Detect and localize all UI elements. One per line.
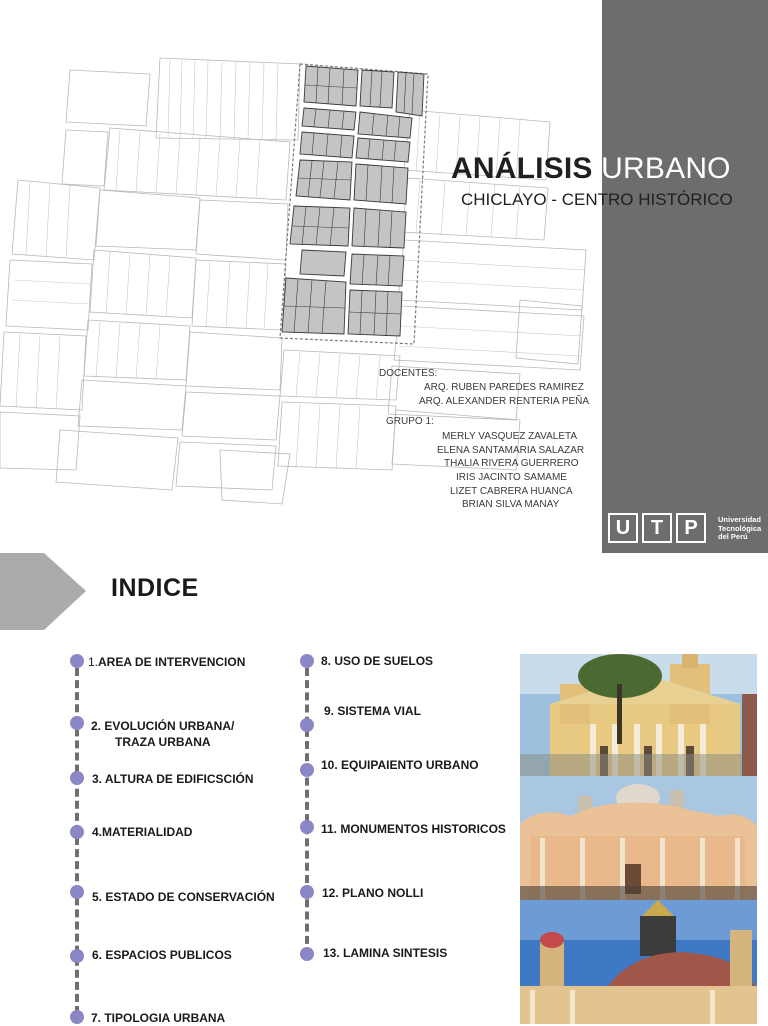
index-item-2[interactable] bbox=[91, 718, 234, 750]
index-item-6[interactable]: 6. ESPACIOS PUBLICOS bbox=[92, 948, 232, 962]
right-timeline-dot bbox=[300, 947, 314, 961]
main-title bbox=[451, 150, 768, 188]
index-item-12[interactable]: 12. PLANO NOLLI bbox=[322, 886, 424, 900]
member-2: ELENA SANTAMARIA SALAZAR bbox=[437, 445, 585, 456]
logo-text bbox=[718, 516, 761, 542]
logo-text-line-1: Universidad bbox=[718, 515, 761, 524]
utp-logo bbox=[608, 511, 766, 547]
left-timeline-dot bbox=[70, 825, 84, 839]
right-timeline-dot bbox=[300, 885, 314, 899]
member-5: LIZET CABRERA HUANCA bbox=[450, 486, 573, 497]
title-panel-background bbox=[602, 0, 768, 553]
logo-letter-p: P bbox=[676, 513, 706, 543]
cathedral-facade-photo bbox=[520, 654, 757, 776]
right-timeline-line bbox=[305, 668, 309, 956]
title-part2: URBANO bbox=[601, 152, 731, 185]
index-item-2-label: 2. EVOLUCIÓN URBANA/ bbox=[91, 719, 235, 733]
logo-letter-u: U bbox=[608, 513, 638, 543]
arrow-shape bbox=[0, 553, 86, 630]
subtitle-part2: ÓRICO bbox=[676, 190, 733, 209]
left-timeline-dot bbox=[70, 716, 84, 730]
right-timeline-dot bbox=[300, 763, 314, 777]
right-timeline-dot bbox=[300, 654, 314, 668]
member-4: IRIS JACINTO SAMAME bbox=[456, 472, 567, 483]
index-item-11[interactable]: 11. MONUMENTOS HISTORICOS bbox=[321, 822, 506, 836]
index-item-10[interactable]: 10. EQUIPAIENTO URBANO bbox=[321, 758, 479, 772]
right-timeline-dot bbox=[300, 820, 314, 834]
member-6: BRIAN SILVA MANAY bbox=[462, 499, 560, 510]
member-3: THALIA RIVERA GUERRERO bbox=[444, 458, 579, 469]
index-item-4[interactable]: 4.MATERIALIDAD bbox=[92, 825, 193, 839]
index-item-2-label-line2: TRAZA URBANA bbox=[115, 735, 211, 749]
left-timeline-dot bbox=[70, 654, 84, 668]
index-item-1[interactable] bbox=[88, 654, 245, 670]
index-heading: INDICE bbox=[111, 574, 199, 602]
index-item-8[interactable]: 8. USO DE SUELOS bbox=[321, 654, 434, 668]
index-item-1-number: 1. bbox=[88, 655, 99, 669]
grupo-label: GRUPO 1: bbox=[386, 416, 434, 427]
left-timeline-dot bbox=[70, 771, 84, 785]
docente-2: ARQ. ALEXANDER RENTERIA PEÑA bbox=[419, 396, 590, 407]
title-block bbox=[451, 150, 768, 209]
left-timeline-dot bbox=[70, 1010, 84, 1024]
right-timeline-dot bbox=[300, 718, 314, 732]
index-item-7[interactable]: 7. TIPOLOGIA URBANA bbox=[91, 1011, 226, 1025]
church-towers-photo bbox=[520, 900, 757, 1024]
index-item-3[interactable]: 3. ALTURA DE EDIFICSCIÓN bbox=[92, 772, 254, 786]
member-1: MERLY VASQUEZ ZAVALETA bbox=[442, 431, 578, 442]
docentes-label: DOCENTES: bbox=[379, 368, 438, 379]
index-item-1-label: AREA DE INTERVENCION bbox=[98, 655, 246, 669]
logo-text-line-2: Tecnológica bbox=[718, 523, 762, 533]
index-item-5[interactable]: 5. ESTADO DE CONSERVACIÓN bbox=[92, 890, 275, 904]
logo-letter-t: T bbox=[642, 513, 672, 543]
subtitle-part1: CHICLAYO - CENTRO HIST bbox=[461, 190, 677, 209]
title-part1: ANÁLISIS bbox=[451, 152, 593, 185]
left-timeline-dot bbox=[70, 885, 84, 899]
church-dome-photo bbox=[520, 776, 757, 900]
docente-1: ARQ. RUBEN PAREDES RAMIREZ bbox=[424, 382, 584, 393]
logo-text-line-3: del Perú bbox=[718, 532, 748, 541]
index-item-9[interactable]: 9. SISTEMA VIAL bbox=[324, 704, 421, 718]
subtitle bbox=[461, 190, 733, 210]
left-timeline-dot bbox=[70, 949, 84, 963]
index-item-13[interactable]: 13. LAMINA SINTESIS bbox=[323, 946, 448, 960]
